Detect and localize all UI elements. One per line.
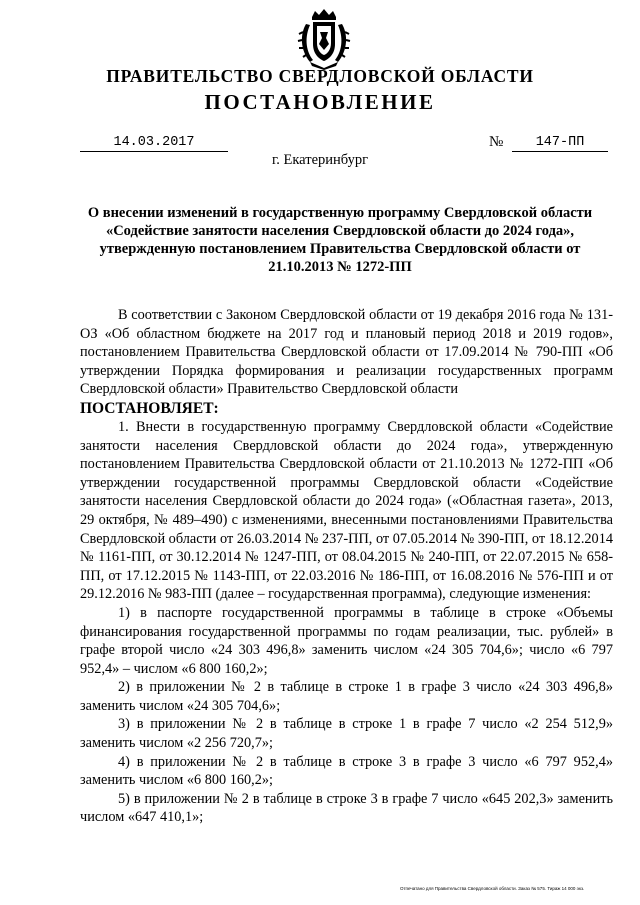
print-footer: Отпечатано для Правительства Свердловской области. Заказ № 575. Тираж 14 000 экз. [400, 886, 585, 891]
subitem-4-paragraph: 4) в приложении № 2 в таблице в строке 3 в графе 3 число «6 797 952,4» заменить числом «6 800 160,2»; [80, 753, 613, 789]
preamble-paragraph: В соответствии с Законом Свердловской области от 19 декабря 2016 года № 131-ОЗ «Об областном бюджете на 2017 год и плановый период 2018 и 2019 годов», постановлением Правительства Свердловской области от 17.09.2014 № 790-ПП «Об утверждении Порядка формирования и реализации государственных программ Свердловской области» Правительство Свердловской области [80, 307, 613, 398]
coat-of-arms-icon [296, 8, 352, 70]
document-subject: О внесении изменений в государственную программу Свердловской области «Содействие занятости населения Свердловской области до 2024 года», утвержденную постановлением Правительства Свердловской области от 21.10.2013 № 1272-ПП [87, 205, 593, 275]
document-number: 147-ПП [512, 135, 608, 152]
subitem-3-paragraph: 3) в приложении № 2 в таблице в строке 1 в графе 7 число «2 254 512,9» заменить числом «2 256 720,7»; [80, 716, 613, 752]
ruling-heading: ПОСТАНОВЛЯЕТ: [80, 399, 219, 417]
document-type: ПОСТАНОВЛЕНИЕ [204, 90, 436, 114]
subitem-1-paragraph: 1) в паспорте государственной программы в таблице в строке «Объемы финансирования государственной программы по годам реализации, тыс. рублей» в графе второй число «24 303 496,8» заменить числом «24 305 704,6»; число «6 797 952,4» – числом «6 800 160,2»; [80, 604, 613, 677]
number-sign: № [489, 134, 504, 150]
city: г. Екатеринбург [271, 152, 369, 168]
document-body [80, 306, 613, 827]
government-title: ПРАВИТЕЛЬСТВО СВЕРДЛОВСКОЙ ОБЛАСТИ [106, 66, 534, 86]
document-date: 14.03.2017 [80, 135, 228, 152]
item-1-paragraph: 1. Внести в государственную программу Свердловской области «Содействие занятости населения Свердловской области до 2024 года», утвержденную постановлением Правительства Свердловской области от 21.10.2013 № 1272-ПП «Об утверждении государственной программы Свердловской области «Содействие занятости населения Свердловской области до 2024 года» («Областная газета», 2013, 29 октября, № 489–490) с изменениями, внесенными постановлениями Правительства Свердловской области от 26.03.2014 № 237-ПП, от 07.05.2014 № 390-ПП, от 18.12.2014 № 1161-ПП, от 30.12.2014 № 1247-ПП, от 08.04.2015 № 240-ПП, от 22.07.2015 № 658-ПП, от 17.12.2015 № 1143-ПП, от 22.03.2016 № 186-ПП, от 16.08.2016 № 576-ПП и от 29.12.2016 № 983-ПП (далее – государственная программа), следующие изменения: [80, 418, 613, 603]
subitem-5-paragraph: 5) в приложении № 2 в таблице в строке 3 в графе 7 число «645 202,3» заменить числом «647 410,1»; [80, 790, 613, 826]
subitem-2-paragraph: 2) в приложении № 2 в таблице в строке 1 в графе 3 число «24 303 496,8» заменить числом «24 305 704,6»; [80, 679, 613, 714]
